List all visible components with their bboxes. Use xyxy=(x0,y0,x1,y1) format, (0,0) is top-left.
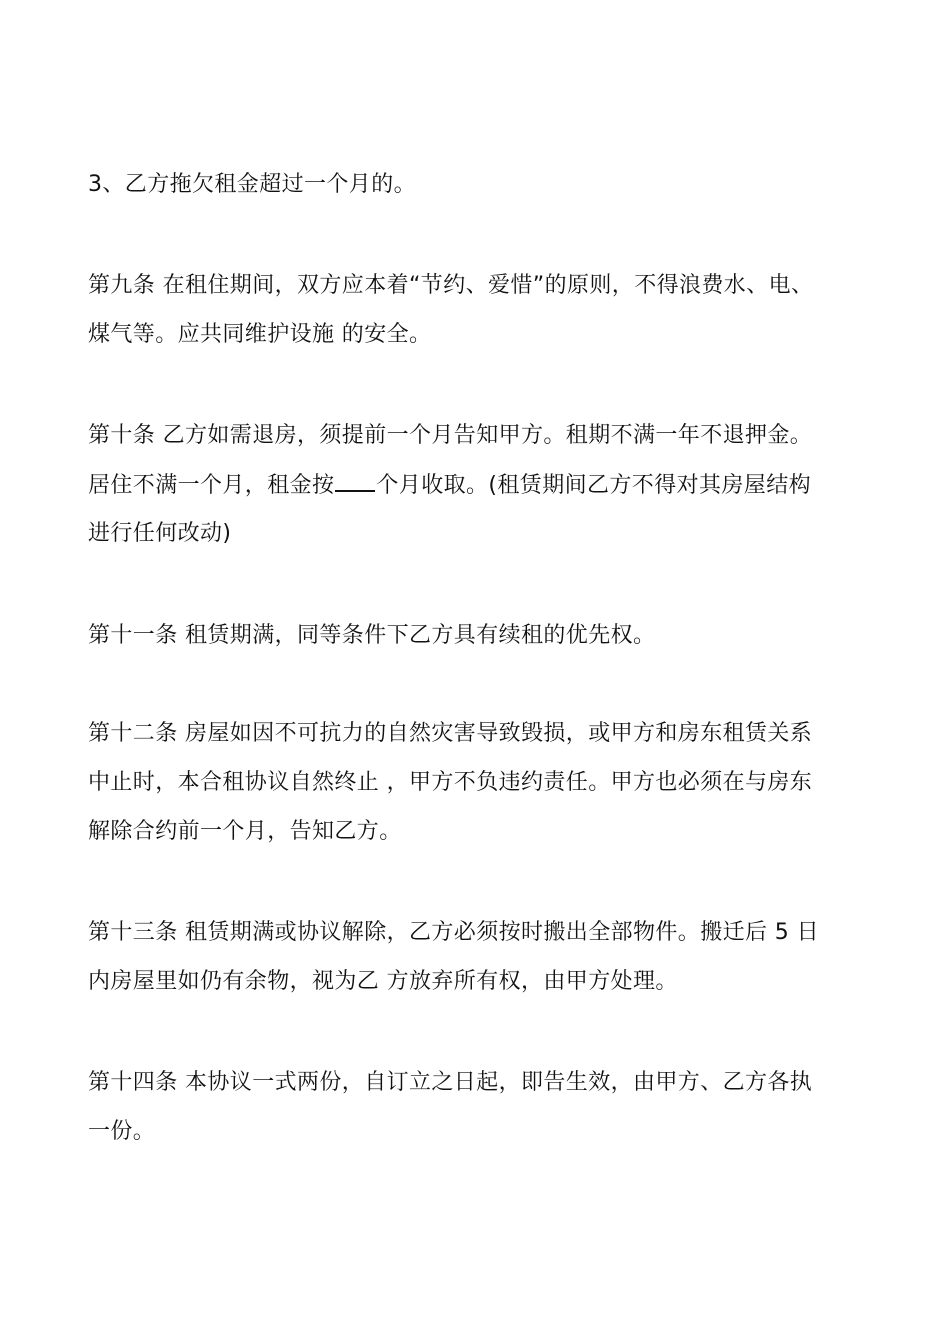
article-10-line-1: 第十条 乙方如需退房，须提前一个月告知甲方。租期不满一年不退押金。 xyxy=(88,423,813,448)
article-10-line-2-end: 个月收取。(租赁期间乙方不得对其房屋结构 xyxy=(376,473,811,498)
article-14-line-2: 一份。 xyxy=(88,1119,156,1144)
article-10-line-3: 进行任何改动) xyxy=(88,521,232,546)
article-13-line-1: 第十三条 租赁期满或协议解除，乙方必须按时搬出全部物件。搬迁后 5 日 xyxy=(88,920,819,945)
article-13-line-2: 内房屋里如仍有余物，视为乙 方放弃所有权，由甲方处理。 xyxy=(88,969,678,994)
article-10-line-2-start: 居住不满一个月，租金按 xyxy=(88,473,335,498)
article-12-line-1: 第十二条 房屋如因不可抗力的自然灾害导致毁损，或甲方和房东租赁关系 xyxy=(88,721,813,746)
article-14-line-1: 第十四条 本协议一式两份，自订立之日起，即告生效，由甲方、乙方各执 xyxy=(88,1070,813,1095)
fill-in-blank xyxy=(335,470,375,492)
clause-item-3: 3、乙方拖欠租金超过一个月的。 xyxy=(88,172,416,197)
article-12-line-3: 解除合约前一个月，告知乙方。 xyxy=(88,819,402,844)
article-9-line-1: 第九条 在租住期间，双方应本着“节约、爱惜”的原则，不得浪费水、电、 xyxy=(88,273,814,298)
article-12-line-2: 中止时，本合租协议自然终止 ，甲方不负违约责任。甲方也必须在与房东 xyxy=(88,770,813,795)
article-10-line-2 xyxy=(88,470,811,501)
article-9-line-2: 煤气等。应共同维护设施 的安全。 xyxy=(88,322,432,347)
article-11-line-1: 第十一条 租赁期满，同等条件下乙方具有续租的优先权。 xyxy=(88,623,656,648)
